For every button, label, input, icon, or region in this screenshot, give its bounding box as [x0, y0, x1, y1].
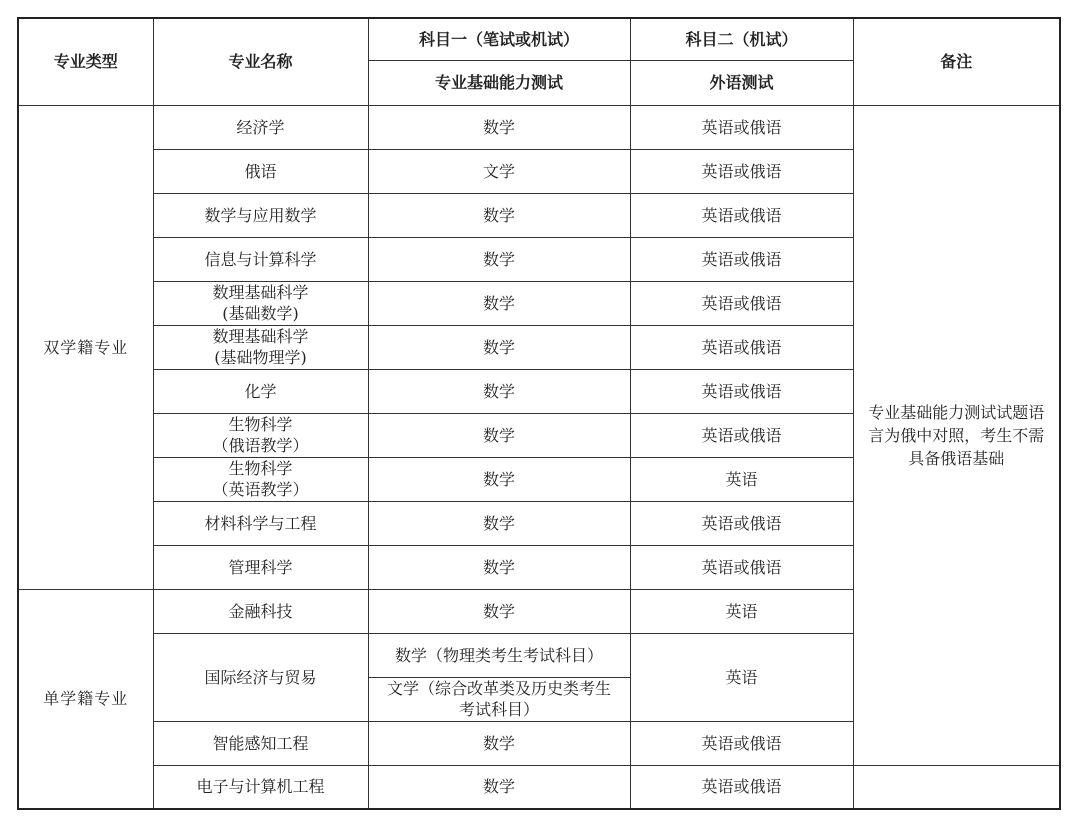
subject2-cell: 英语或俄语	[630, 721, 853, 765]
major-name-line: （英语教学）	[212, 480, 309, 499]
subject1-cell: 数学	[368, 457, 630, 501]
major-name	[153, 325, 368, 369]
major-name	[153, 281, 368, 325]
subject1-cell: 数学	[368, 193, 630, 237]
major-name-line: 数理基础科学	[212, 327, 309, 346]
subject1-cell: 文学	[368, 149, 630, 193]
major-name	[153, 457, 368, 501]
subject1-cell: 数学	[368, 589, 630, 633]
subject2-cell: 英语或俄语	[630, 501, 853, 545]
subject1-line: 文学（综合改革类及历史类考生	[386, 679, 611, 698]
remark-line: 言为俄中对照，考生不需	[868, 425, 1045, 445]
remark-cell	[853, 105, 1060, 765]
category-cell: 单学籍专业	[18, 589, 153, 809]
header-major-type: 专业类型	[18, 18, 153, 105]
major-name	[153, 413, 368, 457]
major-name: 管理科学	[153, 545, 368, 589]
subject1-cell: 数学	[368, 369, 630, 413]
major-name-line: 数理基础科学	[212, 283, 309, 302]
subject1-cell: 数学	[368, 281, 630, 325]
remark-line: 具备俄语基础	[908, 448, 1005, 468]
table-row	[18, 105, 1060, 149]
subject1-cell: 数学	[368, 413, 630, 457]
major-name: 材料科学与工程	[153, 501, 368, 545]
header-subject2-sub: 外语测试	[630, 60, 853, 105]
major-name: 信息与计算科学	[153, 237, 368, 281]
major-name-line: 生物科学	[228, 459, 293, 478]
subject2-cell: 英语或俄语	[630, 281, 853, 325]
major-name: 数学与应用数学	[153, 193, 368, 237]
subject2-cell: 英语	[630, 457, 853, 501]
subject1-cell: 数学	[368, 105, 630, 149]
subject2-cell: 英语或俄语	[630, 149, 853, 193]
subject1-cell: 数学	[368, 237, 630, 281]
header-subject1-sub: 专业基础能力测试	[368, 60, 630, 105]
subject1-cell: 数学	[368, 501, 630, 545]
subject2-cell: 英语或俄语	[630, 369, 853, 413]
header-remark: 备注	[853, 18, 1060, 105]
subject2-cell: 英语或俄语	[630, 237, 853, 281]
remark-line: 专业基础能力测试试题语	[868, 402, 1045, 422]
header-major-name: 专业名称	[153, 18, 368, 105]
subject2-cell: 英语或俄语	[630, 413, 853, 457]
major-name: 化学	[153, 369, 368, 413]
exam-subjects-table	[17, 17, 1061, 810]
table-row	[18, 765, 1060, 809]
subject2-cell: 英语	[630, 633, 853, 721]
subject1-cell: 数学	[368, 325, 630, 369]
subject1-cell: 数学	[368, 545, 630, 589]
major-name-line: （俄语教学）	[212, 436, 309, 455]
subject2-cell: 英语或俄语	[630, 545, 853, 589]
major-name: 国际经济与贸易	[153, 633, 368, 721]
subject1-line: 考试科目）	[458, 700, 539, 719]
subject1-cell: 数学	[368, 721, 630, 765]
subject1-cell: 数学	[368, 765, 630, 809]
header-subject2: 科目二（机试）	[630, 18, 853, 60]
subject2-cell: 英语或俄语	[630, 193, 853, 237]
major-name: 经济学	[153, 105, 368, 149]
category-cell: 双学籍专业	[18, 105, 153, 589]
subject1-cell	[368, 677, 630, 721]
major-name: 智能感知工程	[153, 721, 368, 765]
major-name-line: 生物科学	[228, 415, 293, 434]
major-name: 俄语	[153, 149, 368, 193]
subject2-cell: 英语	[630, 589, 853, 633]
major-name-line: (基础数学)	[222, 304, 299, 323]
header-subject1: 科目一（笔试或机试）	[368, 18, 630, 60]
subject1-cell: 数学（物理类考生考试科目）	[368, 633, 630, 677]
subject2-cell: 英语或俄语	[630, 105, 853, 149]
major-name: 金融科技	[153, 589, 368, 633]
subject2-cell: 英语或俄语	[630, 765, 853, 809]
major-name: 电子与计算机工程	[153, 765, 368, 809]
major-name-line: (基础物理学)	[214, 348, 307, 367]
subject2-cell: 英语或俄语	[630, 325, 853, 369]
